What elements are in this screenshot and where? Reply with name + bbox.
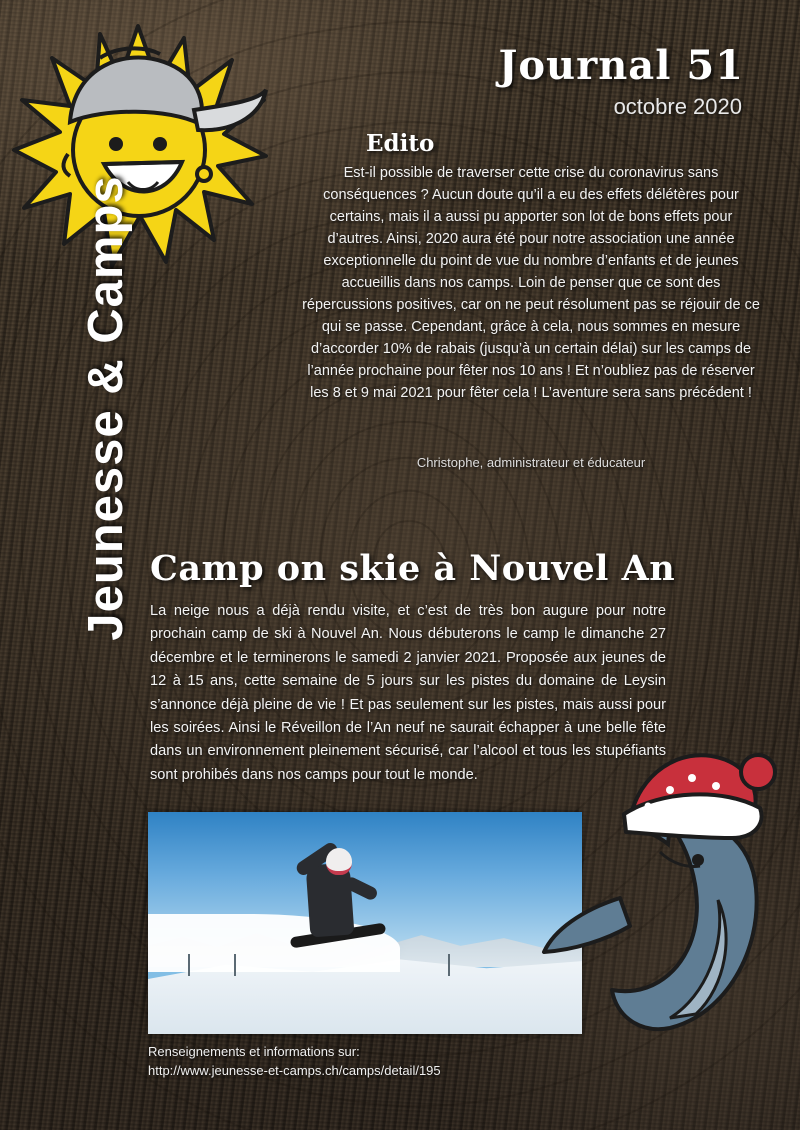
journal-title: Journal 51 <box>498 42 744 89</box>
photo-rider-body <box>306 863 355 938</box>
dolphin-mascot-icon <box>520 728 784 1038</box>
article-body: La neige nous a déjà rendu visite, et c’est de très bon augure pour notre prochain camp de ski à Nouvel An. Nous débuterons le camp le dimanche 27 décembre et le terminerons le samedi 2 janvier 2021. Proposée aux jeunes de 12 à 15 ans, cette semaine de 5 jours sur les pistes du domaine de Leysin s’annonce déjà pleine de vie ! Et pas seulement sur les pistes, mais aussi pour les soirées. Ainsi le Réveillon de l’An neuf ne saurait échapper à une belle fête dans un environnement pleinement sécurisé, car l’alcool et tous les stupéfiants sont prohibés dans nos camps pour tout le monde. <box>150 603 666 783</box>
sun-mascot-icon <box>8 4 270 334</box>
snowboard-photo <box>148 812 582 1034</box>
edito-signature: Christophe, administrateur et éducateur <box>416 455 646 470</box>
journal-date: octobre 2020 <box>613 94 742 119</box>
photo-piste-pole <box>234 954 236 976</box>
edito-body: Est-il possible de traverser cette crise du coronavirus sans conséquences ? Aucun doute qu’il a eu des effets délétères pour certains, mais il a aussi pu apporter son lot de bons effets pour d’autres. Ainsi, 2020 aura été pour notre association une année exceptionnelle du point de vue du nombre d’enfants et de jeunes accueillis dans nos camps. Loin de penser que ce sont des répercussions positives, car on ne peut résolument pas se réjouir de ce qui se passe. Cependant, grâce à cela, nous sommes en mesure d’accorder 10% de rabais (jusqu’à un certain délai) sur les camps de l’année prochaine pour fêter nos 10 ans ! Et n’oubliez pas de réserver les 8 et 9 mai 2021 pour fêter cela ! L’aventure sera sans précédent ! <box>302 165 760 401</box>
photo-piste-pole <box>188 954 190 976</box>
photo-caption <box>148 1042 441 1080</box>
edito-heading: Edito <box>366 130 435 157</box>
caption-url[interactable]: http://www.jeunesse-et-camps.ch/camps/detail/195 <box>148 1063 441 1078</box>
caption-line-1: Renseignements et informations sur: <box>148 1044 360 1059</box>
masthead-vertical-title: Jeunesse & Camps <box>79 175 133 641</box>
photo-piste-pole <box>448 954 450 976</box>
photo-rider-helmet <box>326 848 352 875</box>
article-heading: Camp on skie à Nouvel An <box>150 548 676 589</box>
